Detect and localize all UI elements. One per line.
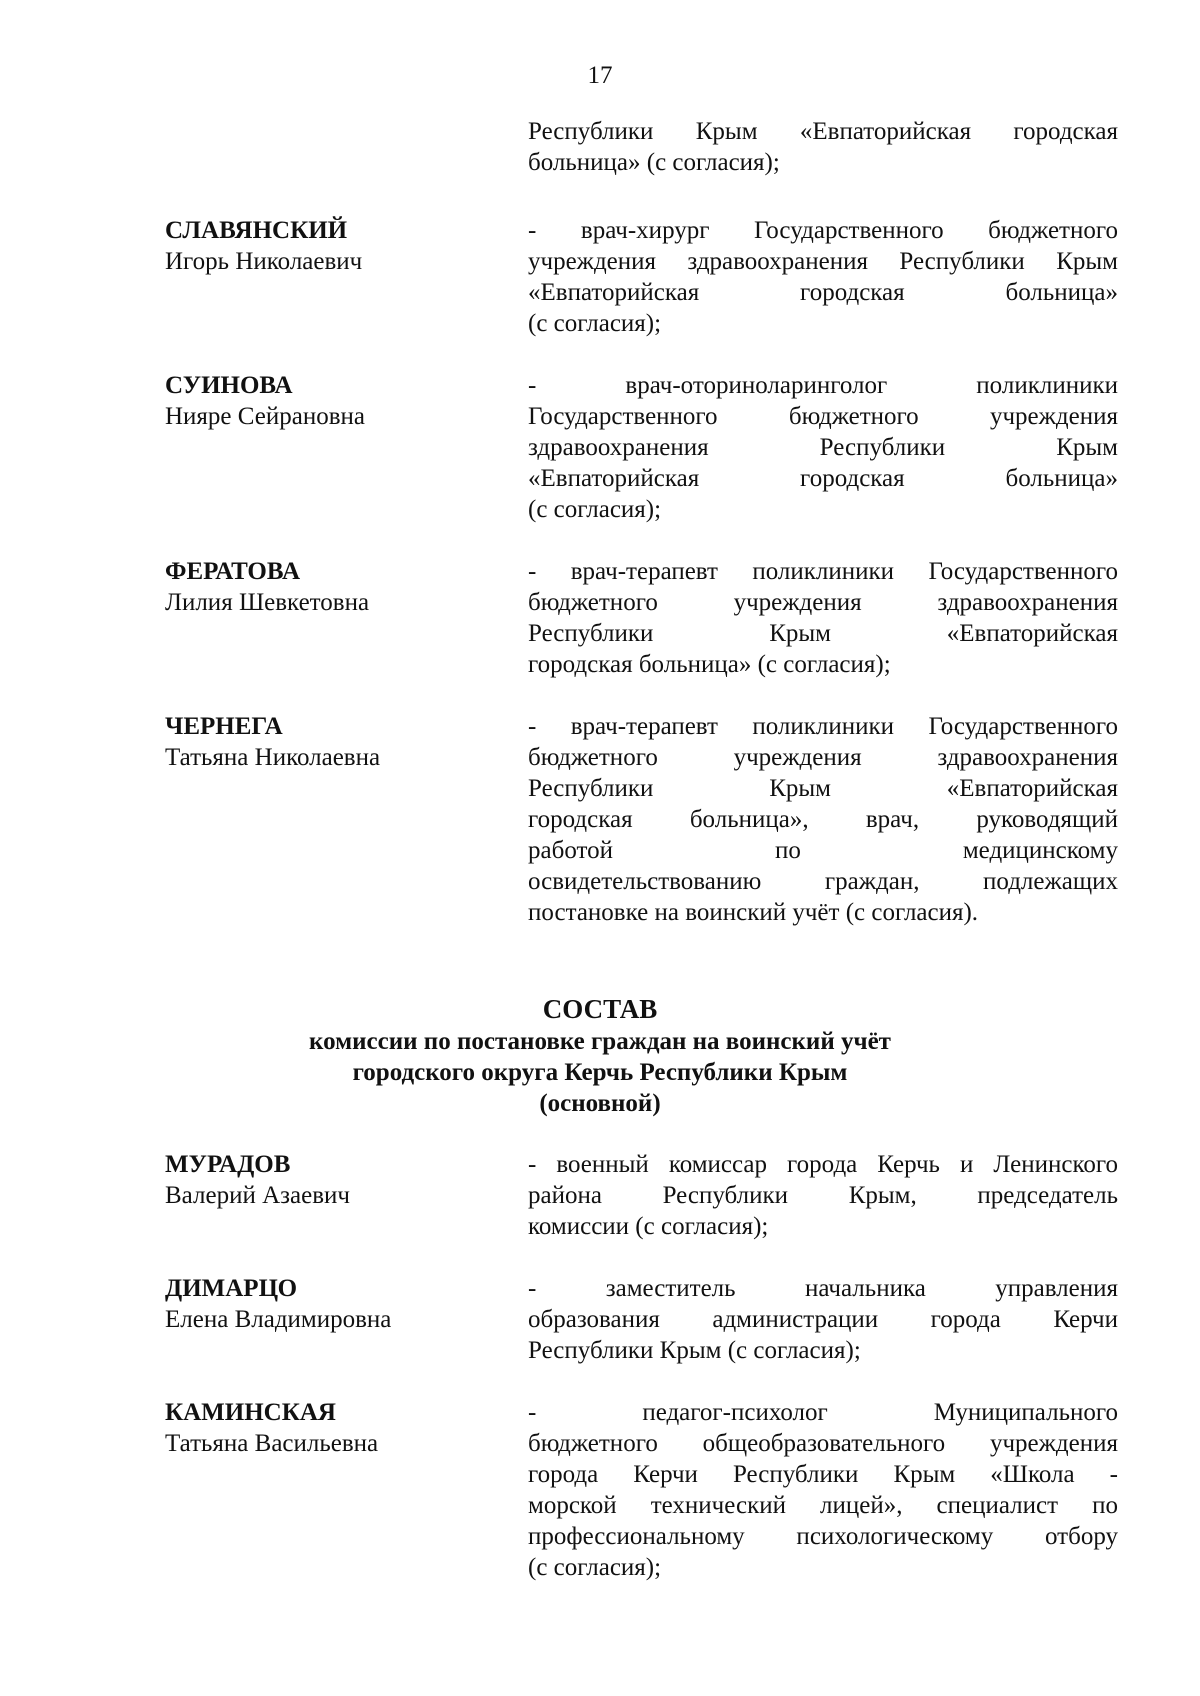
position-line: «Евпаторийская городская больница» [528, 465, 1118, 492]
member-given-name: Лилия Шевкетовна [165, 589, 370, 616]
member-given-name: Валерий Азаевич [165, 1182, 350, 1209]
position-line: - заместитель начальника управления [528, 1275, 1118, 1302]
member-name [165, 556, 505, 618]
page-number: 17 [587, 62, 613, 89]
position-line: Республики Крым «Евпаторийская [528, 620, 1118, 647]
member-surname: ДИМАРЦО [165, 1275, 298, 1302]
heading-line: (основной) [539, 1090, 661, 1117]
position-line: - врач-терапевт поликлиники Государственного [528, 713, 1118, 740]
position-line: морской технический лицей», специалист по [528, 1492, 1118, 1519]
member-position [528, 1149, 1118, 1242]
position-line: - врач-хирург Государственного бюджетного [528, 217, 1118, 244]
position-line: постановке на воинский учёт (с согласия). [528, 899, 979, 926]
continuation-line: больница» (с согласия); [528, 149, 780, 176]
member-surname: ЧЕРНЕГА [165, 713, 283, 740]
heading-line: комиссии по постановке граждан на воинский учёт [309, 1028, 891, 1055]
member-name [165, 370, 505, 432]
position-line: учреждения здравоохранения Республики Крым [528, 248, 1118, 275]
member-position [528, 1397, 1118, 1583]
member-surname: КАМИНСКАЯ [165, 1399, 336, 1426]
continuation-line: Республики Крым «Евпаторийская городская [528, 118, 1118, 145]
member-given-name: Игорь Николаевич [165, 248, 363, 275]
member-given-name: Нияре Сейрановна [165, 403, 365, 430]
continuation-text [528, 116, 1118, 178]
member-given-name: Татьяна Николаевна [165, 744, 381, 771]
member-position [528, 215, 1118, 339]
position-line: бюджетного учреждения здравоохранения [528, 744, 1118, 771]
position-line: городская больница», врач, руководящий [528, 806, 1118, 833]
member-position [528, 556, 1118, 680]
member-name [165, 1149, 505, 1211]
position-line: - военный комиссар города Керчь и Ленинского [528, 1151, 1118, 1178]
position-line: работой по медицинскому [528, 837, 1118, 864]
position-line: (с согласия); [528, 1554, 662, 1581]
position-line: бюджетного учреждения здравоохранения [528, 589, 1118, 616]
position-line: Республики Крым «Евпаторийская [528, 775, 1118, 802]
member-position [528, 711, 1118, 928]
member-name [165, 215, 505, 277]
member-given-name: Елена Владимировна [165, 1306, 392, 1333]
member-surname: ФЕРАТОВА [165, 558, 301, 585]
position-line: города Керчи Республики Крым «Школа - [528, 1461, 1118, 1488]
position-line: района Республики Крым, председатель [528, 1182, 1118, 1209]
section-heading [0, 992, 1200, 1119]
position-line: здравоохранения Республики Крым [528, 434, 1118, 461]
member-surname: СУИНОВА [165, 372, 293, 399]
position-line: «Евпаторийская городская больница» [528, 279, 1118, 306]
position-line: образования администрации города Керчи [528, 1306, 1118, 1333]
position-line: профессиональному психологическому отбору [528, 1523, 1118, 1550]
position-line: Республики Крым (с согласия); [528, 1337, 861, 1364]
heading-line: городского округа Керчь Республики Крым [352, 1059, 848, 1086]
member-surname: СЛАВЯНСКИЙ [165, 217, 348, 244]
position-line: бюджетного общеобразовательного учреждения [528, 1430, 1118, 1457]
position-line: - врач-оториноларинголог поликлиники [528, 372, 1118, 399]
member-name [165, 1273, 505, 1335]
position-line: городская больница» (с согласия); [528, 651, 891, 678]
member-position [528, 1273, 1118, 1366]
heading-title: СОСТАВ [542, 994, 658, 1024]
position-line: освидетельствованию граждан, подлежащих [528, 868, 1118, 895]
position-line: - педагог-психолог Муниципального [528, 1399, 1118, 1426]
position-line: комиссии (с согласия); [528, 1213, 769, 1240]
position-line: Государственного бюджетного учреждения [528, 403, 1118, 430]
member-name [165, 1397, 505, 1459]
position-line: (с согласия); [528, 496, 662, 523]
member-position [528, 370, 1118, 525]
position-line: - врач-терапевт поликлиники Государственного [528, 558, 1118, 585]
member-surname: МУРАДОВ [165, 1151, 291, 1178]
member-given-name: Татьяна Васильевна [165, 1430, 379, 1457]
position-line: (с согласия); [528, 310, 662, 337]
member-name [165, 711, 505, 773]
